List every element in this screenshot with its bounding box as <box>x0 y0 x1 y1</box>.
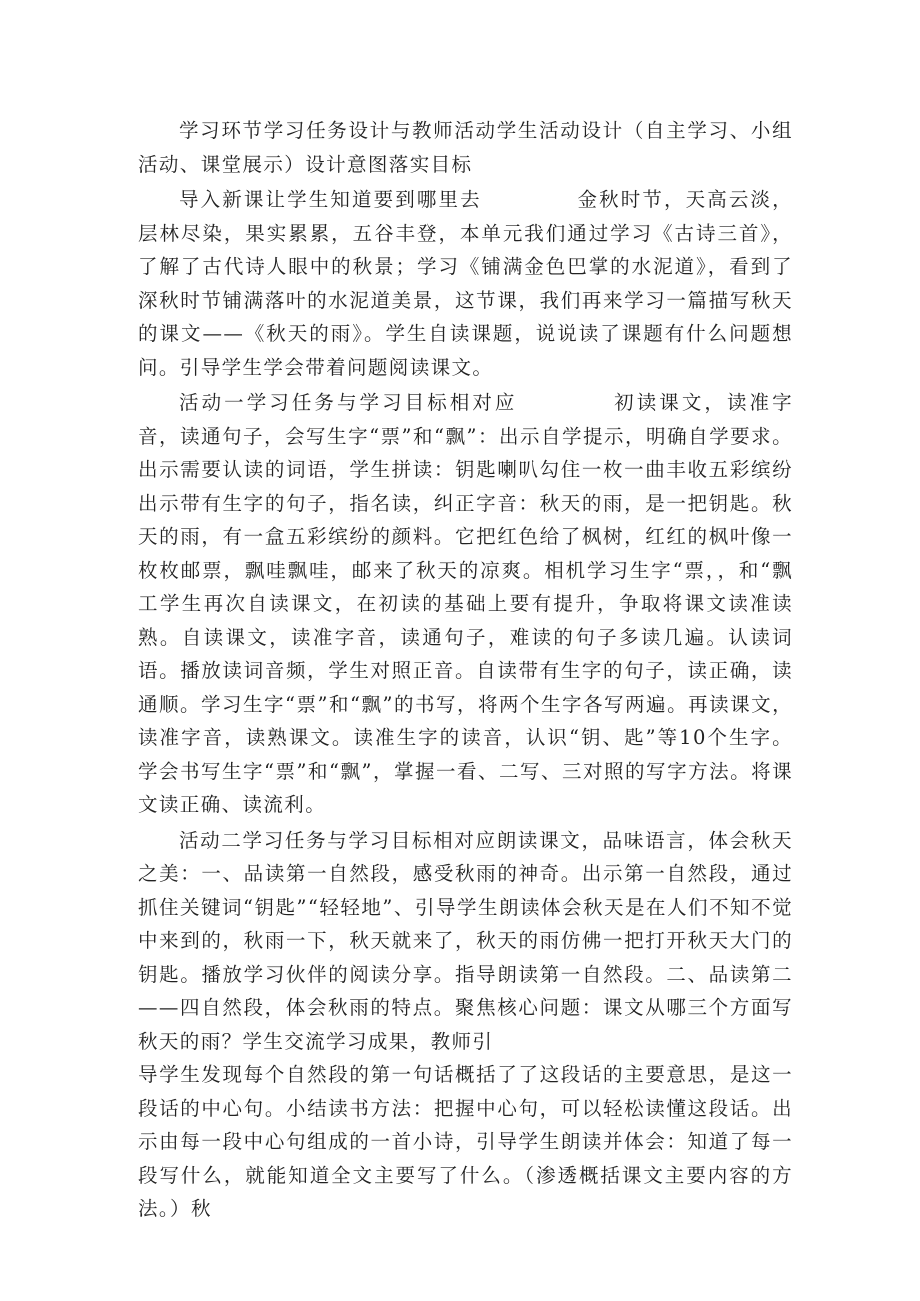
intro-body: 金秋时节，天高云淡，层林尽染，果实累累，五谷丰登，本单元我们通过学习《古诗三首》，了解了古代诗人眼中的秋景；学习《铺满金色巴掌的水泥道》，看到了深秋时节铺满落叶的水泥道美景，这节课，我们再来学习一篇描写秋天的课文——《秋天的雨》。学生自读课题，说说读了课题有什么问题想问。引导学生学会带着问题阅读课文。 <box>138 188 793 379</box>
activity-one-body: 初读课文，读准字音，读通句子，会写生字“票”和“飘”：出示自学提示，明确自学要求。出示需要认读的词语，学生拼读：钥匙喇叭勾住一枚一曲丰收五彩缤纷出示带有生字的句子，指名读，纠正字音：秋天的雨，是一把钥匙。秋天的雨，有一盒五彩缤纷的颜料。它把红色给了枫树，红红的枫叶像一枚枚邮票，飘哇飘哇，邮来了秋天的凉爽。相机学习生字“票，，和“飘工学生再次自读课文，在初读的基础上要有提升，争取将课文读准读熟。自读课文，读准字音，读通句子，难读的句子多读几遍。认读词语。播放读词音频，学生对照正音。自读带有生字的句子，读正确，读通顺。学习生字“票”和“飘”的书写，将两个生字各写两遍。再读课文，读准字音，读熟课文。读准生字的读音，认识“钥、匙”等10个生字。学会书写生字“票”和“飘”，掌握一看、二写、三对照的写字方法。将课文读正确、读流利。 <box>138 391 793 816</box>
activity-one-paragraph <box>138 386 793 822</box>
continuation-body: 导学生发现每个自然段的第一句话概括了了这段话的主要意思，是这一段话的中心句。小结读书方法：把握中心句，可以轻松读懂这段话。出示由每一段中心句组成的一首小诗，引导学生朗读并体会：知道了每一段写什么，就能知道全文主要写了什么。（渗透概括课文主要内容的方法。）秋 <box>138 1063 793 1220</box>
activity-one-lead: 活动一学习任务与学习目标相对应 <box>179 391 518 414</box>
continuation-paragraph <box>138 1058 793 1226</box>
intro-paragraph <box>138 183 793 384</box>
activity-two-paragraph <box>138 824 793 1059</box>
activity-two-body: 活动二学习任务与学习目标相对应朗读课文，品味语言，体会秋天之美：一、品读第一自然段，感受秋雨的神奇。出示第一自然段，通过抓住关键词“钥匙”“轻轻地”、引导学生朗读体会秋天是在人们不知不觉中来到的，秋雨一下，秋天就来了，秋天的雨仿佛一把打开秋天大门的钥匙。播放学习伙伴的阅读分享。指导朗读第一自然段。二、品读第二——四自然段，体会秋雨的特点。聚焦核心问题：课文从哪三个方面写秋天的雨？学生交流学习成果，教师引 <box>138 828 793 1053</box>
header-text: 学习环节学习任务设计与教师活动学生活动设计（自主学习、小组活动、课堂展示）设计意图落实目标 <box>138 119 793 176</box>
table-header-paragraph <box>138 114 793 181</box>
intro-lead: 导入新课让学生知道要到哪里去 <box>179 188 482 211</box>
document-page <box>138 114 793 1226</box>
